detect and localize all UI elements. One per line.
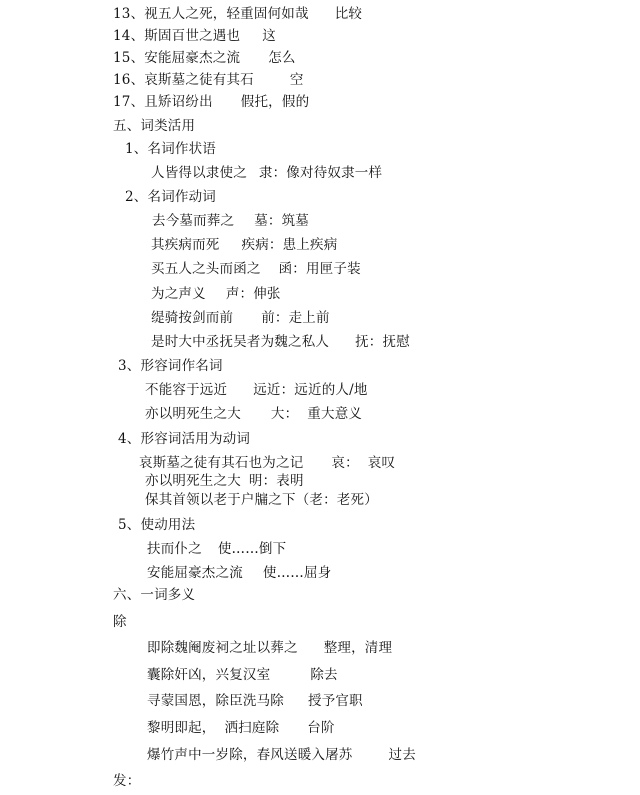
text-line: 亦以明死生之大 明：表明 bbox=[145, 473, 304, 489]
text-line: 17、且矫诏纷出 假托，假的 bbox=[113, 94, 310, 110]
text-line: 即除魏阉废祠之址以葬之 整理，清理 bbox=[147, 640, 393, 656]
text-line: 哀斯墓之徒有其石也为之记 哀： 哀叹 bbox=[139, 455, 396, 471]
text-line: 16、哀斯墓之徒有其石 空 bbox=[113, 72, 304, 88]
text-line: 不能容于远近 远近：远近的人/地 bbox=[145, 382, 368, 398]
section-heading: 六、一词多义 bbox=[113, 587, 196, 603]
text-line: 安能屈豪杰之流 使……屈身 bbox=[147, 565, 332, 581]
subsection-heading: 3、形容词作名词 bbox=[118, 358, 223, 374]
text-line: 为之声义 声：伸张 bbox=[151, 286, 281, 302]
subsection-heading: 1、名词作状语 bbox=[125, 141, 216, 157]
text-line: 寻蒙国恩，除臣洗马除 授予官职 bbox=[147, 693, 363, 709]
subsection-heading: 5、使动用法 bbox=[118, 517, 196, 533]
text-line: 其疾病而死 疾病：患上疾病 bbox=[151, 237, 338, 253]
text-line: 保其首领以老于户牖之下（老：老死） bbox=[145, 492, 378, 508]
text-line: 亦以明死生之大 大： 重大意义 bbox=[145, 406, 363, 422]
section-heading: 五、词类活用 bbox=[113, 118, 196, 134]
text-line: 缇骑按剑而前 前：走上前 bbox=[151, 310, 330, 326]
word-heading: 除 bbox=[113, 614, 127, 630]
text-line: 去今墓而葬之 墓：筑墓 bbox=[152, 213, 310, 229]
text-line: 扶而仆之 使……倒下 bbox=[147, 541, 287, 557]
text-line: 买五人之头而函之 函：用匣子装 bbox=[151, 261, 361, 277]
text-line: 是时大中丞抚吴者为魏之私人 抚：抚慰 bbox=[151, 334, 410, 350]
word-heading: 发： bbox=[113, 773, 141, 789]
text-line: 13、视五人之死，轻重固何如哉 比较 bbox=[113, 6, 363, 22]
text-line: 黎明即起， 洒扫庭除 台阶 bbox=[147, 720, 335, 736]
subsection-heading: 4、形容词活用为动词 bbox=[118, 431, 251, 447]
text-line: 爆竹声中一岁除，春风送暖入屠苏 过去 bbox=[147, 747, 416, 763]
subsection-heading: 2、名词作动词 bbox=[125, 189, 216, 205]
text-line: 15、安能屈豪杰之流 怎么 bbox=[113, 50, 296, 66]
text-line: 人皆得以隶使之 隶：像对待奴隶一样 bbox=[151, 165, 383, 181]
text-line: 囊除奸凶，兴复汉室 除去 bbox=[147, 667, 338, 683]
text-line: 14、斯固百世之遇也 这 bbox=[113, 28, 276, 44]
